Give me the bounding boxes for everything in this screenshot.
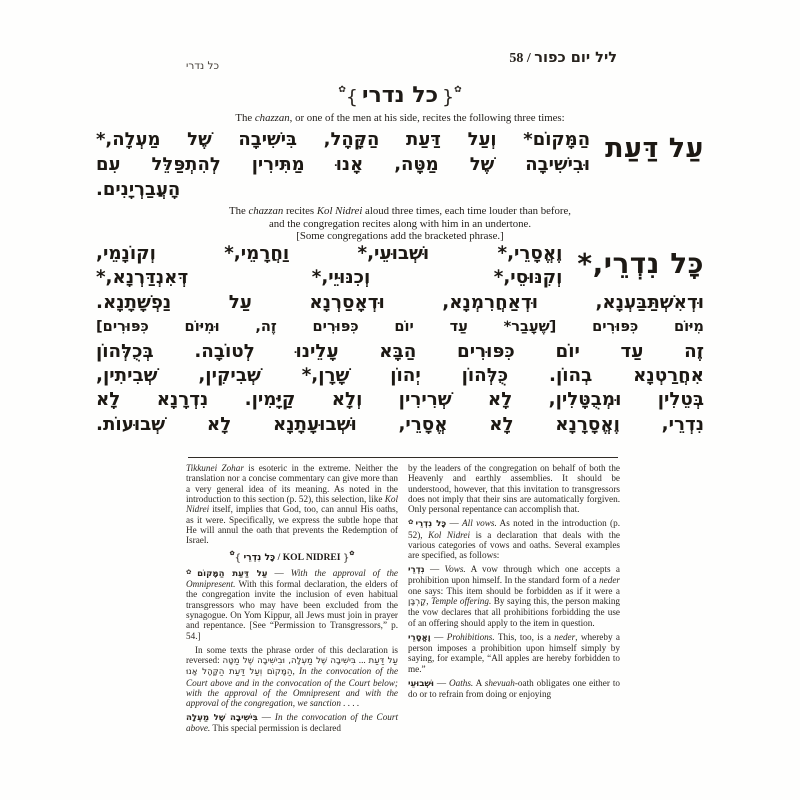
commentary-divider-rule xyxy=(188,457,618,458)
hebrew-text-line: וְקִנּוּסֵי,* וְכִנּוּיֵי,* דְּאִנְדַּרְנָא,* xyxy=(96,267,563,289)
prayer-opening-words: כָּל נִדְרֵי,* xyxy=(577,247,704,280)
hebrew-text-line: זֶה עַד יוֹם כִּפּוּרִים הַבָּא עָלֵינוּ לְטוֹבָה. בְּכֻלְּהוֹן xyxy=(96,340,704,362)
hebrew-text-line: וּדְאִשְׁתַּבַּעְנָא, וּדְאַחֲרִמְנָא, וּדְאָסַרְנָא עַל נַפְשָׁתָנָא. xyxy=(96,291,704,313)
commentary-paragraph: In some texts the phrase order of this declaration is reversed: בִּישִׁיבָה שֶׁל מַעְלָה, וּבִישִׁיבָה שֶׁל מַטָּה ... עַל דַּעַת הַמָּקוֹם וְעַל דַּעַת הַקָּהָל אָנוּ, In the convocation of the Court above and in the convocation of the Court below; with the approval of the Omnipresent and with the approval of the congregation, we sanction . . . . xyxy=(186,644,399,709)
running-head-section: כל נדרי xyxy=(186,60,220,72)
floral-bracket-right-icon: }✿ xyxy=(342,551,355,565)
hebrew-text-line: וּבִישִׁיבָה שֶׁל מַטָּה, אָנוּ מַתִּירִין לְהִתְפַּלֵּל עִם xyxy=(96,154,591,175)
rubric-instruction-first: The chazzan, or one of the men at his side, recites the following three times: xyxy=(235,112,565,124)
commentary-head-latin: KOL NIDREI xyxy=(282,552,341,564)
section-title xyxy=(0,83,800,108)
commentary-paragraph: וֶאֱסָרֵי — Prohibitions. This, too, is a neder, whereby a person imposes a prohibition upon himself simply by saying, for example, “All apples are hereby forbidden to me.” xyxy=(408,631,620,674)
hebrew-text-line: נִדְרֵי, וֶאֱסָרָנָא לָא אֱסָרֵי, וּשְׁבוּעָתָנָא לָא שְׁבוּעוֹת. xyxy=(96,413,704,435)
commentary-paragraph: וּשְׁבוּעֵי — Oaths. A shevuah-oath obligates one either to do or to refrain from doing or enjoying xyxy=(408,677,621,699)
hebrew-text-line: הָעֲבַרְיָנִים. xyxy=(96,179,181,200)
commentary-paragraph: ✿כָּל נִדְרֵי — All vows. As noted in the introduction (p. 52), Kol Nidrei is a declaration that deals with the various categories of vows and oaths. Several examples are specified, as follows: xyxy=(408,518,620,561)
floral-bracket-right-icon: }✿ xyxy=(442,84,462,108)
prayer-kol-nidrei xyxy=(96,242,704,437)
rubric-instruction-second xyxy=(0,205,800,243)
commentary-paragraph: בִּישִׁיבָה שֶׁל מַעְלָה — In the convocation of the Court above. This special permission is declared xyxy=(186,712,399,734)
hebrew-text-line: מִיּוֹם כִּפּוּרִים [שֶׁעָבַר* עַד יוֹם כִּפּוּרִים זֶה, וּמִיּוֹם כִּפּוּרִים] xyxy=(96,318,704,336)
commentary-paragraph: Tikkunei Zohar is esoteric in the extreme. Neither the translation nor a concise commentary can give more than a very general idea of its meaning. As noted in the introduction to this section (p. 52), this selection, like Kol Nidrei itself, implies that God, too, can annul His oaths, as it were. Specifically, we express the subtle hope that He will annul the oath that prevents the Redemption of Israel. xyxy=(186,463,398,546)
hebrew-text-line: אִחֲרַטְנָא בְהוֹן. כֻּלְּהוֹן יְהוֹן שָׁרָן,* שְׁבִיקִין, שְׁבִיתִין, xyxy=(96,365,704,387)
commentary-paragraph: ✿עַל דַּעַת הַמָּקוֹם — With the approval of the Omnipresent. With this formal declaration, the elders of the congregation invite the inclusion of even habitual transgressors who may have been excluded from the synagogue. On Yom Kippur, all Jews must join in prayer and repentance. [See “Permission to Transgressors,” p. 54.] xyxy=(186,567,398,641)
commentary-column-right xyxy=(408,463,620,737)
prayer-al-daat xyxy=(96,127,704,202)
rubric-line: [Some congregations add the bracketed phrase.] xyxy=(296,230,504,243)
rubric-line: The chazzan recites Kol Nidrei aloud three times, each time louder than before, xyxy=(228,205,572,217)
commentary-head-hebrew: כָּל נִדְרֵי xyxy=(243,552,276,564)
commentary-column-left xyxy=(186,463,398,737)
page-header xyxy=(509,50,617,67)
commentary-paragraph: נִדְרֵי — Vows. A vow through which one accepts a prohibition upon himself. In the standard form of a neder one says: This item should be forbidden as if it were a קָרְבָּן, Temple offering. By saying this, the person making the vow declares that all prohibitions forbidding the use of an offering should apply to the item in question. xyxy=(408,564,621,628)
section-title-text: כל נדרי xyxy=(361,83,439,108)
rubric-line: and the congregation recites along with him in an undertone. xyxy=(268,217,532,230)
hebrew-text-line: וֶאֱסָרֵי,* וּשְׁבוּעֵי,* וַחֲרָמֵי,* וְקוֹנָמֵי, xyxy=(96,243,563,264)
page-header-title: ליל יום כפור xyxy=(534,50,617,66)
page-number: 58 / xyxy=(509,51,535,66)
commentary-head-separator: / xyxy=(275,552,283,564)
prayer-opening-words: עַל דַּעַת xyxy=(605,133,704,164)
hebrew-text-line: הַמָּקוֹם* וְעַל דַּעַת הַקָּהָל, בִּישִׁיבָה שֶׁל מַעְלָה,* xyxy=(96,129,591,150)
commentary-block xyxy=(186,463,620,737)
commentary-section-head xyxy=(186,549,398,564)
commentary-paragraph: by the leaders of the congregation on behalf of both the Heavenly and earthly assemblies. It should be understood, however, that this invitation to transgressors does not imply that their sins are automatically forgiven. Only personal repentance can accomplish that. xyxy=(408,463,620,515)
floral-bracket-left-icon: ✿{ xyxy=(338,84,358,108)
floral-bracket-left-icon: ✿{ xyxy=(229,551,242,565)
hebrew-text-line: בְּטֵלִין וּמְבֻטָּלִין, לָא שְׁרִירִין וְלָא קַיָּמִין. נִדְרָנָא לָא xyxy=(96,389,704,411)
